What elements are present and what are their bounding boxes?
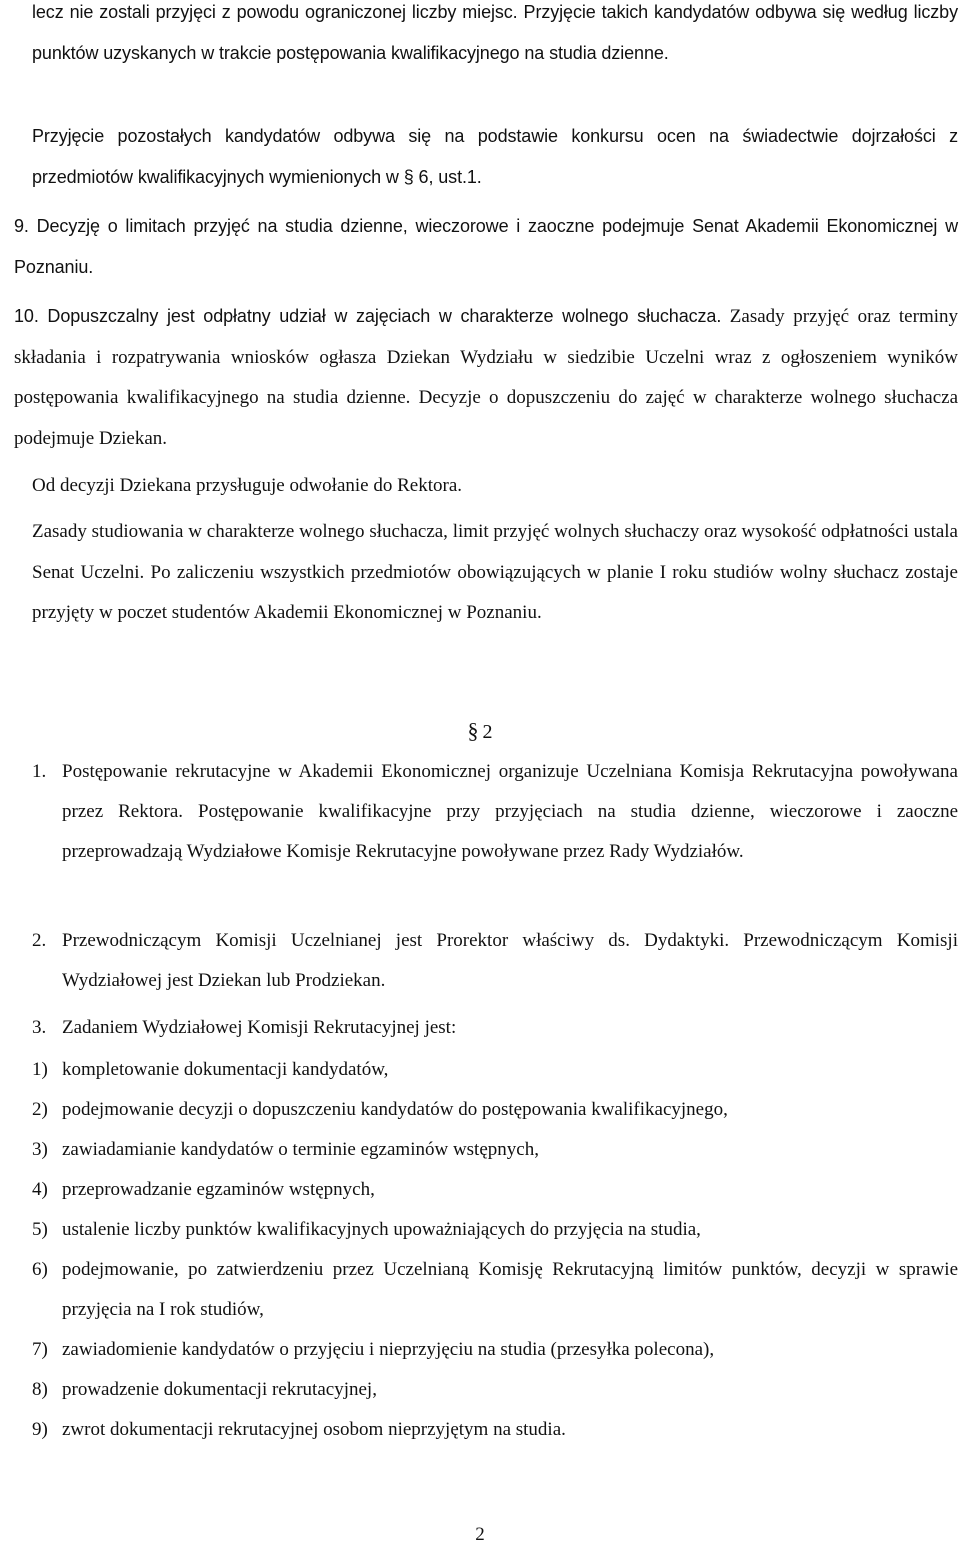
sub-list-item (32, 1410, 958, 1450)
sub-item-number: 5) (32, 1219, 48, 1240)
section-number: 2 (482, 721, 493, 743)
list-item (32, 1008, 958, 1048)
page-number: 2 (475, 1524, 485, 1545)
sub-item-number: 4) (32, 1179, 48, 1200)
sub-item-text: zawiadomienie kandydatów o przyjęciu i nieprzyjęciu na studia (przesyłka polecona), (62, 1339, 715, 1360)
list-item-number: 3. (32, 1017, 47, 1038)
sub-item-number: 3) (32, 1139, 48, 1160)
list-item-number: 1. (32, 761, 47, 782)
paragraph-10 (14, 296, 958, 459)
sub-item-number: 7) (32, 1339, 48, 1360)
list-item-text: Przewodniczącym Komisji Uczelnianej jest Prorektor właściwy ds. Dydaktyki. Przewodniczącym Komisji Wydziałowej jest Dziekan lub Prodziekan. (62, 930, 958, 991)
sub-list-item (32, 1330, 958, 1370)
list-item (32, 752, 958, 872)
sub-list-item (32, 1130, 958, 1170)
section-heading (0, 716, 960, 747)
paragraph-continuation: lecz nie zostali przyjęci z powodu ograniczonej liczby miejsc. Przyjęcie takich kandydatów odbywa się według liczby punktów uzyskanych w trakcie postępowania kwalifikacyjnego na studia dzienne. (32, 2, 958, 63)
sub-list-item (32, 1250, 958, 1330)
sub-item-text: zwrot dokumentacji rekrutacyjnej osobom nieprzyjętym na studia. (62, 1419, 566, 1440)
sub-item-text: podejmowanie, po zatwierdzeniu przez Uczelnianą Komisję Rekrutacyjną limitów punktów, decyzji w sprawie przyjęcia na I rok studiów, (62, 1259, 958, 1320)
sub-list-item (32, 1370, 958, 1410)
sub-item-text: przeprowadzanie egzaminów wstępnych, (62, 1179, 375, 1200)
list-item-number: 2. (32, 930, 47, 951)
sub-item-text: kompletowanie dokumentacji kandydatów, (62, 1059, 389, 1080)
sub-item-text: ustalenie liczby punktów kwalifikacyjnych upoważniających do przyjęcia na studia, (62, 1219, 701, 1240)
paragraph-other-candidates: Przyjęcie pozostałych kandydatów odbywa się na podstawie konkursu ocen na świadectwie dojrzałości z przedmiotów kwalifikacyjnych wymienionych w § 6, ust.1. (32, 126, 958, 187)
list-item (32, 921, 958, 1001)
sub-list-item (32, 1090, 958, 1130)
list-item-text: Postępowanie rekrutacyjne w Akademii Ekonomicznej organizuje Uczelniana Komisja Rekrutacyjna powoływana przez Rektora. Postępowanie kwalifikacyjne przy przyjęciach na studia dzienne, wieczorowe i zaoczne przeprowadzają Wydziałowe Komisje Rekrutacyjne powoływane przez Rady Wydziałów. (62, 761, 958, 862)
list-item-text: Zadaniem Wydziałowej Komisji Rekrutacyjnej jest: (62, 1017, 457, 1038)
section-symbol: § (467, 718, 479, 743)
paragraph-free-listener-rules: Zasady studiowania w charakterze wolnego słuchacza, limit przyjęć wolnych słuchaczy oraz wysokość odpłatności ustala Senat Uczelni. Po zaliczeniu wszystkich przedmiotów obowiązujących w planie I roku studiów wolny słuchacz zostaje przyjęty w poczet studentów Akademii Ekonomicznej w Poznaniu. (32, 521, 958, 623)
sub-list-item (32, 1050, 958, 1090)
paragraph-10-lead: 10. Dopuszczalny jest odpłatny udział w zajęciach w charakterze wolnego słuchacza. (14, 306, 722, 326)
paragraph-9: 9. Decyzję o limitach przyjęć na studia dzienne, wieczorowe i zaoczne podejmuje Senat Akademii Ekonomicznej w Poznaniu. (14, 216, 958, 277)
sub-item-text: podejmowanie decyzji o dopuszczeniu kandydatów do postępowania kwalifikacyjnego, (62, 1099, 728, 1120)
sub-list-item (32, 1170, 958, 1210)
sub-item-number: 8) (32, 1379, 48, 1400)
sub-item-number: 6) (32, 1259, 48, 1280)
sub-list-item (32, 1210, 958, 1250)
paragraph-appeal: Od decyzji Dziekana przysługuje odwołanie do Rektora. (32, 475, 462, 496)
sub-item-text: prowadzenie dokumentacji rekrutacyjnej, (62, 1379, 377, 1400)
sub-item-number: 2) (32, 1099, 48, 1120)
sub-item-number: 1) (32, 1059, 48, 1080)
sub-item-number: 9) (32, 1419, 48, 1440)
paragraph-10-rest: Zasady przyjęć oraz terminy składania i rozpatrywania wniosków ogłasza Dziekan Wydziału w siedzibie Uczelni wraz z ogłoszeniem wyników postępowania kwalifikacyjnego na studia dzienne. Decyzje o dopuszczeniu do zajęć w charakterze wolnego słuchacza podejmuje Dziekan. (14, 306, 959, 449)
sub-item-text: zawiadamianie kandydatów o terminie egzaminów wstępnych, (62, 1139, 539, 1160)
